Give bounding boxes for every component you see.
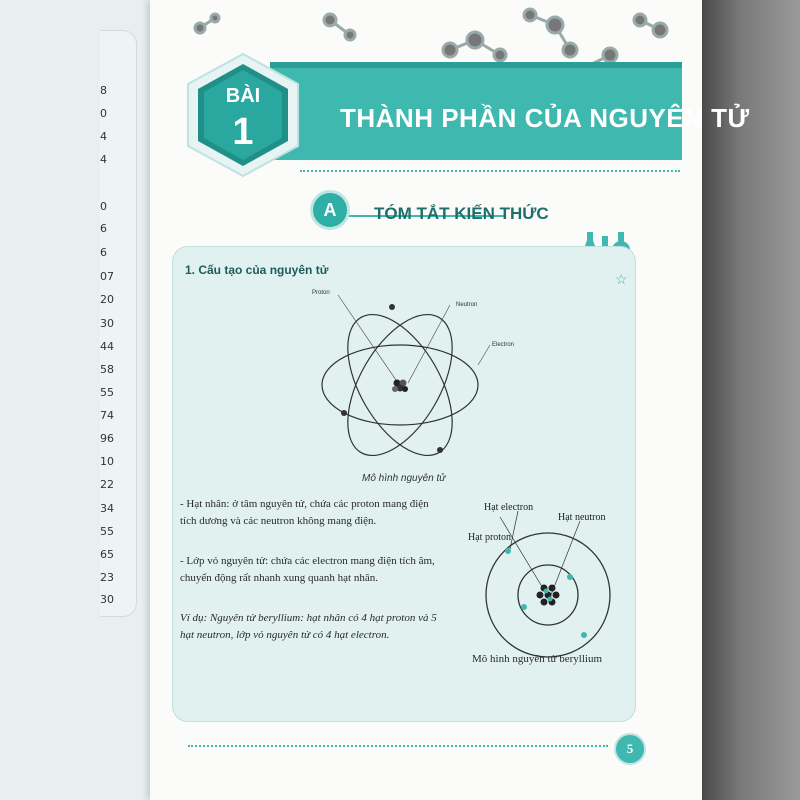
nucleus <box>537 585 560 606</box>
paragraph-electron-shell: - Lớp vỏ nguyên tử: chứa các electron mang điện tích âm, chuyển động rất nhanh xung quanh hạt nhân. <box>180 555 435 584</box>
electron <box>341 410 347 416</box>
previous-page-number: 74 <box>100 409 114 422</box>
previous-page-number: 8 <box>100 84 107 97</box>
section-letter: A <box>310 190 350 230</box>
previous-page-number: 55 <box>100 525 114 538</box>
previous-page-number: 4 <box>100 130 107 143</box>
atom-label-electron: Electron <box>492 342 515 348</box>
previous-page-number: 22 <box>100 478 114 491</box>
section-title: TÓM TẮT KIẾN THỨC <box>374 204 549 223</box>
previous-page-number: 30 <box>100 593 114 606</box>
lesson-badge-label: BÀI <box>225 85 261 107</box>
previous-page-number: 44 <box>100 340 114 353</box>
previous-page-number: 6 <box>100 246 107 259</box>
electron <box>567 574 573 580</box>
footer-divider <box>188 745 608 747</box>
beryllium-label-proton: Hạt proton <box>468 532 512 543</box>
nucleus <box>392 380 408 393</box>
atom-label-proton: Proton <box>312 290 330 296</box>
previous-page-number: 07 <box>100 270 114 283</box>
atom-model-caption: Mô hình nguyên tử <box>362 473 446 484</box>
lesson-badge-number: 1 <box>232 111 254 153</box>
lesson-badge <box>178 50 308 180</box>
previous-page-number: 4 <box>100 153 107 166</box>
previous-page-number: 34 <box>100 502 114 515</box>
electron <box>521 604 527 610</box>
beryllium-model-caption: Mô hình nguyên tử beryllium <box>472 653 603 665</box>
atom-model-diagram <box>300 285 510 485</box>
previous-page-number: 20 <box>100 293 114 306</box>
previous-page-number: 30 <box>100 317 114 330</box>
previous-page-number: 65 <box>100 548 114 561</box>
previous-page-number: 6 <box>100 222 107 235</box>
paragraph-example: Ví dụ: Nguyên tử beryllium: hạt nhân có 4 hạt proton và 5 hạt neutron, lớp vỏ nguyên tử có 4 hạt electron. <box>180 612 437 641</box>
atom-label-neutron: Neutron <box>456 302 478 308</box>
electron <box>437 447 443 453</box>
electron <box>581 632 587 638</box>
previous-page-number: 58 <box>100 363 114 376</box>
beryllium-model-diagram <box>458 495 638 665</box>
previous-page-number: 96 <box>100 432 114 445</box>
previous-page-number: 23 <box>100 571 114 584</box>
electron <box>389 304 395 310</box>
subsection-title: 1. Cấu tạo của nguyên tử <box>185 263 329 277</box>
previous-page-number: 0 <box>100 107 107 120</box>
previous-page-number: 10 <box>100 455 114 468</box>
lesson-title: THÀNH PHẦN CỦA NGUYÊN TỬ <box>340 103 750 133</box>
page-number: 5 <box>614 733 646 765</box>
previous-page-number: 55 <box>100 386 114 399</box>
paragraph-nucleus: - Hạt nhân: ở tâm nguyên tử, chứa các proton mang điện tích dương và các neutron không mang điện. <box>180 498 429 527</box>
beryllium-label-neutron: Hạt neutron <box>558 512 606 523</box>
star-icon: ☆ <box>615 271 628 287</box>
beryllium-label-electron: Hạt electron <box>484 502 534 513</box>
header-divider <box>300 170 680 172</box>
previous-page-number: 0 <box>100 200 107 213</box>
